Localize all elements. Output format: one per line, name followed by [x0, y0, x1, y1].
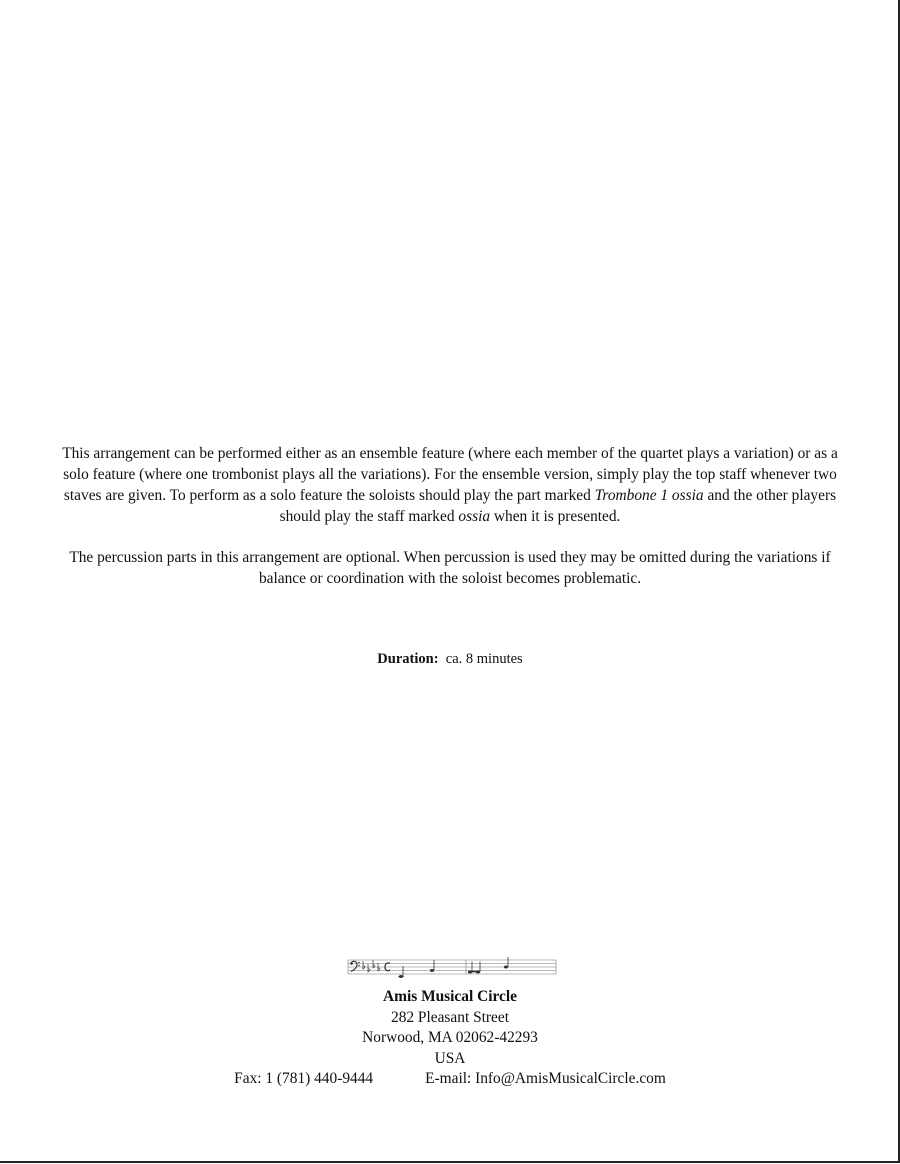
performance-notes [50, 443, 850, 589]
publisher-contact-row [0, 1069, 900, 1090]
duration-value: ca. 8 minutes [445, 651, 523, 667]
publisher-name: Amis Musical Circle [383, 988, 517, 1005]
publisher-street: 282 Pleasant Street [391, 1008, 509, 1026]
publisher-music-staff-logo [346, 955, 558, 979]
notes-italic-trombone-ossia: Trombone 1 ossia [594, 487, 704, 504]
publisher-fax: Fax: 1 (781) 440-9444 [234, 1070, 374, 1087]
publisher-block [0, 987, 900, 1090]
publisher-country: USA [434, 1049, 466, 1067]
notes-italic-ossia: ossia [458, 508, 491, 525]
publisher-city: Norwood, MA 02062-42293 [362, 1029, 538, 1046]
notes-paragraph-percussion: The percussion parts in this arrangement are optional. When percussion is used they may be omitted during the variations if balance or coordination with the soloist becomes problematic. [69, 549, 831, 587]
notes-text-1: This arrangement can be performed either as an ensemble feature (where each member of the quartet plays a variation) or as a solo feature (where one trombonist plays all the variations). For the ensemble version, simply play the top staff whenever two staves are given. To perform as a solo feature the soloists should play the part marked [62, 445, 838, 504]
publisher-email: E-mail: Info@AmisMusicalCircle.com [425, 1070, 666, 1087]
duration-label: Duration: [377, 651, 439, 667]
notes-paragraph-ensemble [50, 443, 850, 527]
notes-text-2: and the other players should play the staff marked [279, 487, 837, 525]
notes-text-3: when it is presented. [490, 508, 621, 525]
duration-line [0, 649, 900, 669]
